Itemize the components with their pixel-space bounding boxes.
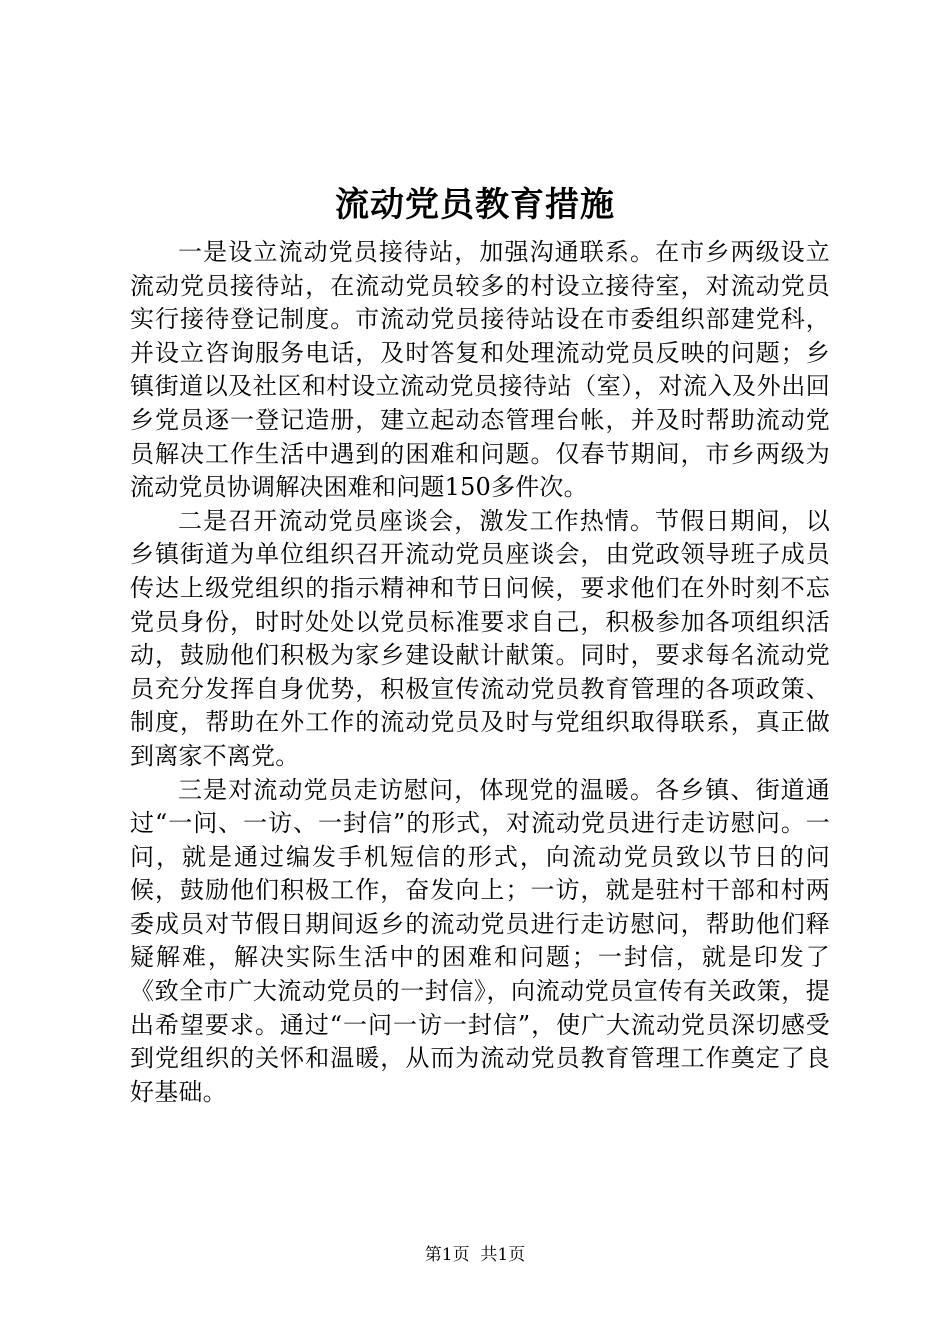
footer-separator <box>470 1245 481 1265</box>
page-number: 第1页 <box>424 1245 470 1265</box>
page-total: 共1页 <box>480 1245 526 1265</box>
paragraph-2: 二是召开流动党员座谈会，激发工作热情。节假日期间，以乡镇街道为单位组织召开流动党员座谈会，由党政领导班子成员传达上级党组织的指示精神和节日问候，要求他们在外时刻不忘党员身份，时时处处以党员标准要求自己，积极参加各项组织活动，鼓励他们积极为家乡建设献计献策。同时，要求每名流动党员充分发挥自身优势，积极宣传流动党员教育管理的各项政策、制度，帮助在外工作的流动党员及时与党组织取得联系，真正做到离家不离党。 <box>130 506 830 770</box>
document-body <box>130 236 830 1109</box>
paragraph-3: 三是对流动党员走访慰问，体现党的温暖。各乡镇、街道通过“一问、一访、一封信”的形式，对流动党员进行走访慰问。一问，就是通过编发手机短信的形式，向流动党员致以节日的问候，鼓励他们积极工作，奋发向上；一访，就是驻村干部和村两委成员对节假日期间返乡的流动党员进行走访慰问，帮助他们释疑解难，解决实际生活中的困难和问题；一封信，就是印发了《致全市广大流动党员的一封信》，向流动党员宣传有关政策，提出希望要求。通过“一问一访一封信”，使广大流动党员深切感受到党组织的关怀和温暖，从而为流动党员教育管理工作奠定了良好基础。 <box>130 775 830 1106</box>
paragraph-1: 一是设立流动党员接待站，加强沟通联系。在市乡两级设立流动党员接待站，在流动党员较多的村设立接待室，对流动党员实行接待登记制度。市流动党员接待站设在市委组织部建党科，并设立咨询服务电话，及时答复和处理流动党员反映的问题；乡镇街道以及社区和村设立流动党员接待站（室），对流入及外出回乡党员逐一登记造册，建立起动态管理台帐，并及时帮助流动党员解决工作生活中遇到的困难和问题。仅春节期间，市乡两级为流动党员协调解决困难和问题150多件次。 <box>130 238 830 502</box>
document-title: 流动党员教育措施 <box>335 185 615 225</box>
page-footer <box>0 1243 950 1267</box>
